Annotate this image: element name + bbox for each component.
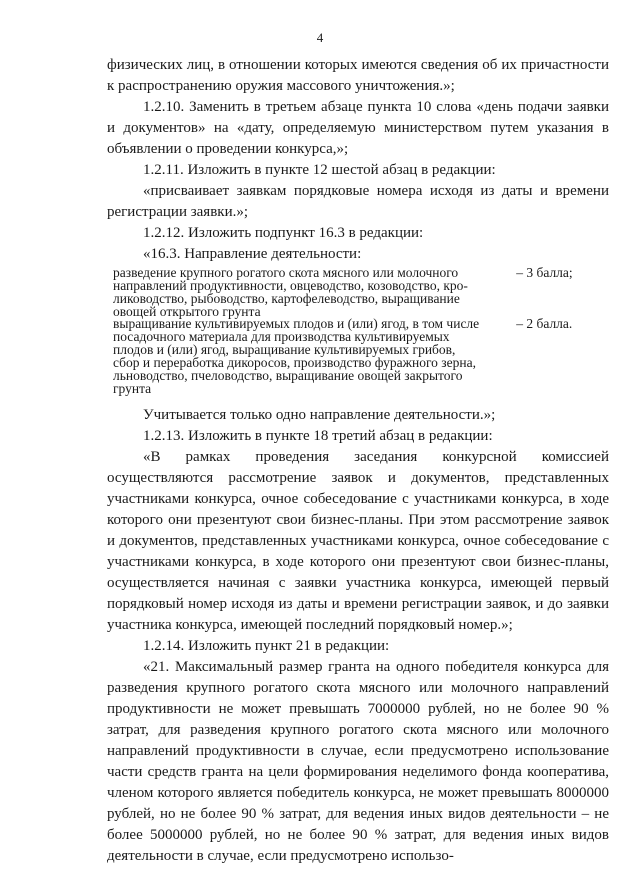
activity-description	[113, 317, 498, 395]
paragraph: 1.2.12. Изложить подпункт 16.3 в редакции:	[143, 225, 424, 241]
paragraph: 1.2.14. Изложить пункт 21 в редакции:	[143, 638, 390, 654]
description-line: плодов и (или) ягод, выращивание культивируемых грибов,	[113, 342, 456, 357]
paragraph: 1.2.10. Заменить в третьем абзаце пункта 10 слова «день подачи заявки и документов» на «дату, определяемую министерством путем указания в объявлении о проведении конкурса,»;	[107, 99, 609, 157]
paragraph: физических лиц, в отношении которых имеются сведения об их причастности к распространению оружия массового уничтожения.»;	[107, 57, 609, 94]
activity-table-row	[113, 317, 613, 395]
document-body-top	[107, 55, 609, 265]
description-line: грунта	[113, 381, 152, 396]
page-number: 4	[316, 30, 324, 45]
description-line: сбор и переработка дикоросов, производство фуражного зерна,	[113, 355, 476, 370]
activity-description	[113, 266, 498, 318]
paragraph: «присваивает заявкам порядковые номера исходя из даты и времени регистрации заявки.»;	[107, 183, 609, 220]
description-line: лиководство, рыбоводство, картофелеводство, выращивание	[113, 291, 460, 306]
activity-score: – 2 балла.	[516, 316, 573, 331]
description-line: выращивание культивируемых плодов и (или) ягод, в том числе	[113, 316, 480, 331]
activity-score: – 3 балла;	[516, 265, 573, 280]
paragraph: 1.2.13. Изложить в пункте 18 третий абзац в редакции:	[143, 428, 493, 444]
paragraph: Учитывается только одно направление деятельности.»;	[143, 407, 496, 423]
description-line: разведение крупного рогатого скота мясного или молочного	[113, 265, 459, 280]
paragraph: «21. Максимальный размер гранта на одного победителя конкурса для разведения крупного рогатого скота мясного или молочного направлений продуктивности не может превышать 7000000 рублей, но не более 90 % затрат, для разведения крупного рогатого скота мясного или молочного направлений продуктивности в случае, если предусмотрено использование части средств гранта на цели формирования неделимого фонда кооператива, членом которого является победитель конкурса, не может превышать 8000000 рублей, но не более 90 % затрат, для ведения иных видов деятельности – не более 5000000 рублей, но не более 90 % затрат, для ведения иных видов деятельности в случае, если предусмотрено использо-	[107, 659, 609, 864]
description-line: направлений продуктивности, овцеводство, козоводство, кро-	[113, 278, 468, 293]
paragraph: «В рамках проведения заседания конкурсной комиссией осуществляются рассмотрение заявок и документов, представленных участниками конкурса, очное собеседование с участниками конкурса, в ходе которого они презентуют свои бизнес-планы. При этом рассмотрение заявок и документов, представленных участниками конкурса, очное собеседование с участниками конкурса, в ходе которого они презентуют свои бизнес-планы, осуществляется начиная с заявки участника конкурса, имеющей первый порядковый номер исходя из даты и времени регистрации заявок, и до заявки участника конкурса, имеющей последний порядковый номер.»;	[107, 449, 609, 633]
document-body-bottom	[107, 405, 609, 867]
description-line: льноводство, пчеловодство, выращивание овощей закрытого	[113, 368, 463, 383]
description-line: посадочного материала для производства культивируемых	[113, 329, 450, 344]
activity-table-row	[113, 266, 613, 318]
paragraph: 1.2.11. Изложить в пункте 12 шестой абзац в редакции:	[143, 162, 496, 178]
paragraph: «16.3. Направление деятельности:	[143, 246, 362, 262]
description-line: овощей открытого грунта	[113, 304, 261, 319]
